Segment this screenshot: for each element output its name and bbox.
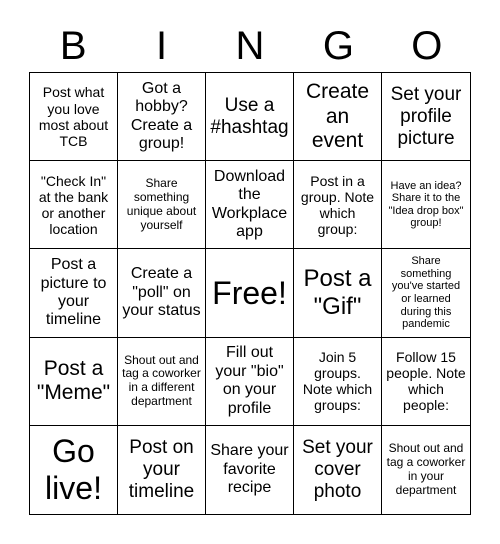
header-letter-g: G [322, 24, 354, 68]
header-letter-b: B [59, 24, 87, 68]
bingo-cell-text: Share your favorite recipe [210, 442, 289, 497]
bingo-cell-r2c1[interactable] [30, 161, 118, 249]
bingo-cell-text: "Check In" at the bank or another location [38, 172, 109, 237]
bingo-cell-r4c4[interactable] [294, 338, 382, 426]
bingo-cell-r3c4[interactable] [294, 249, 382, 337]
bingo-cell-r5c2[interactable] [118, 426, 206, 514]
bingo-cell-text: Shout out and tag a coworker in a different department [122, 352, 201, 408]
bingo-cell-r1c2[interactable] [118, 73, 206, 161]
bingo-board [29, 72, 471, 515]
bingo-header [29, 20, 471, 72]
bingo-cell-text: Post a picture to your timeline [40, 256, 107, 329]
bingo-cell-text: Post a "Meme" [36, 357, 111, 405]
bingo-cell-r3c1[interactable] [30, 249, 118, 337]
bingo-cell-text: Set your profile picture [390, 83, 462, 149]
bingo-cell-r4c1[interactable] [30, 338, 118, 426]
bingo-cell-text: Post what you love most about TCB [38, 84, 109, 149]
bingo-cell-text: Create a "poll" on your status [122, 265, 201, 320]
bingo-cell-r4c5[interactable] [382, 338, 470, 426]
bingo-cell-r5c5[interactable] [382, 426, 470, 514]
bingo-cell-text: Post on your timeline [128, 437, 195, 502]
bingo-cell-r2c2[interactable] [118, 161, 206, 249]
header-letter-n: N [235, 24, 265, 68]
bingo-cell-text: Download the Workplace app [211, 168, 288, 241]
bingo-cell-text: Share something unique about yourself [126, 176, 197, 232]
bingo-cell-r2c4[interactable] [294, 161, 382, 249]
bingo-cell-text: Share something you've started or learned during this pandemic [391, 255, 461, 331]
bingo-cell-r3c2[interactable] [118, 249, 206, 337]
bingo-cell-text: Have an idea? Share it to the "Idea drop box" group! [388, 179, 464, 230]
bingo-cell-r4c3[interactable] [206, 338, 294, 426]
bingo-cell-r3c5[interactable] [382, 249, 470, 337]
bingo-cell-r2c3[interactable] [206, 161, 294, 249]
bingo-cell-text: Shout out and tag a coworker in your department [386, 441, 466, 497]
bingo-cell-free-space[interactable] [206, 249, 294, 337]
bingo-cell-text: Got a hobby? Create a group! [130, 79, 193, 152]
bingo-cell-text: Use a #hashtag [210, 94, 289, 138]
header-letter-o: O [411, 24, 443, 68]
bingo-cell-text: Join 5 groups. Note which groups: [302, 349, 373, 414]
bingo-cell-r1c1[interactable] [30, 73, 118, 161]
header-letter-i: I [156, 24, 168, 68]
bingo-cell-text: Post in a group. Note which group: [300, 172, 375, 237]
bingo-cell-text: Post a "Gif" [303, 265, 372, 320]
bingo-cell-r1c4[interactable] [294, 73, 382, 161]
bingo-cell-r5c3[interactable] [206, 426, 294, 514]
bingo-cell-text: Fill out your "bio" on your profile [215, 344, 284, 417]
bingo-cell-r5c4[interactable] [294, 426, 382, 514]
bingo-cell-text: Go live! [45, 433, 102, 506]
bingo-cell-text: Follow 15 people. Note which people: [386, 349, 466, 414]
bingo-cell-text: Set your cover photo [302, 437, 373, 502]
bingo-cell-r2c5[interactable] [382, 161, 470, 249]
bingo-cell-r4c2[interactable] [118, 338, 206, 426]
bingo-cell-text: Create an event [305, 80, 370, 152]
bingo-cell-r1c3[interactable] [206, 73, 294, 161]
free-space-label: Free! [212, 274, 287, 311]
bingo-cell-r1c5[interactable] [382, 73, 470, 161]
bingo-cell-r5c1[interactable] [30, 426, 118, 514]
